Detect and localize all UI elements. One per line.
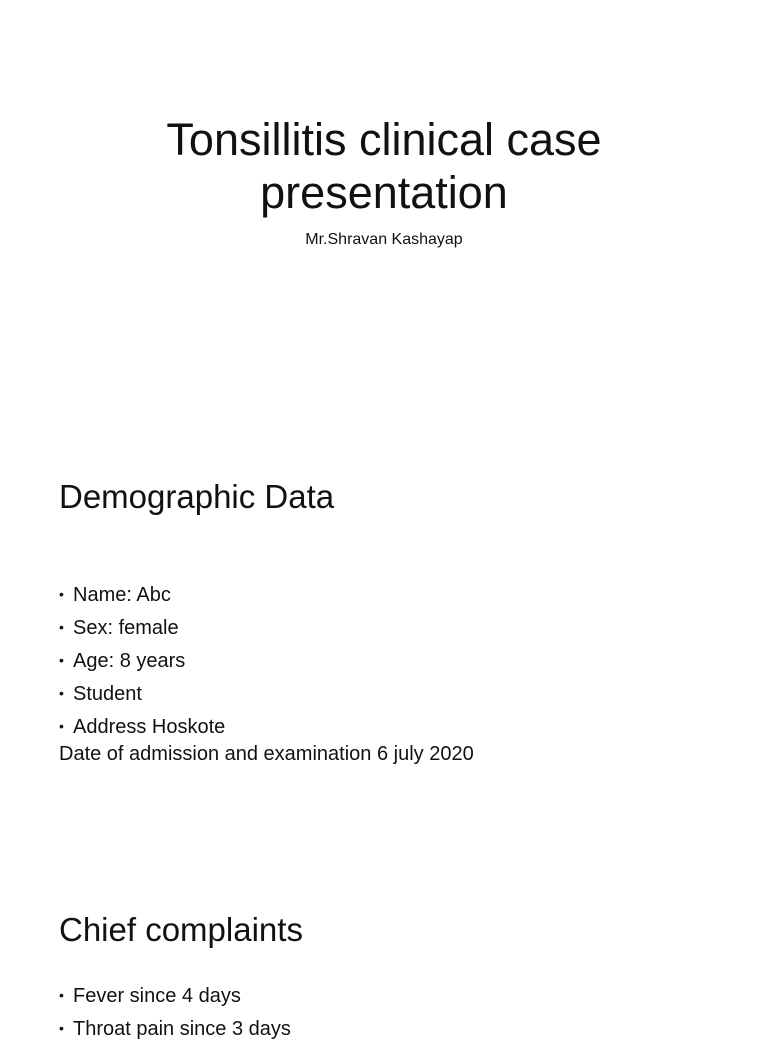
list-item: • Sex: female — [59, 611, 225, 644]
list-item: • Student — [59, 677, 225, 710]
author-name: Mr.Shravan Kashayap — [305, 231, 463, 248]
bullet-icon: • — [59, 652, 64, 668]
title-slide — [0, 0, 768, 420]
bullet-icon: • — [59, 619, 64, 635]
demographic-slide — [0, 420, 768, 840]
admission-date: Date of admission and examination 6 july 2020 — [59, 743, 474, 765]
complaints-slide — [0, 840, 768, 1040]
list-item: • Name: Abc — [59, 578, 225, 611]
bullet-icon: • — [59, 586, 64, 602]
bullet-icon: • — [59, 1020, 64, 1036]
list-item: • Fever since 4 days — [59, 979, 291, 1012]
complaints-heading: Chief complaints — [59, 911, 303, 948]
title-line-1: Tonsillitis clinical case — [166, 114, 602, 165]
complaints-list — [59, 979, 291, 1045]
bullet-icon: • — [59, 718, 64, 734]
list-item: • Address Hoskote — [59, 710, 225, 743]
bullet-icon: • — [59, 987, 64, 1003]
list-item: • Throat pain since 3 days — [59, 1012, 291, 1045]
title-line-2: presentation — [260, 167, 508, 218]
list-item: • Age: 8 years — [59, 644, 225, 677]
bullet-icon: • — [59, 685, 64, 701]
demographic-list — [59, 578, 225, 743]
presentation-title — [60, 113, 708, 219]
demographic-heading: Demographic Data — [59, 478, 335, 515]
